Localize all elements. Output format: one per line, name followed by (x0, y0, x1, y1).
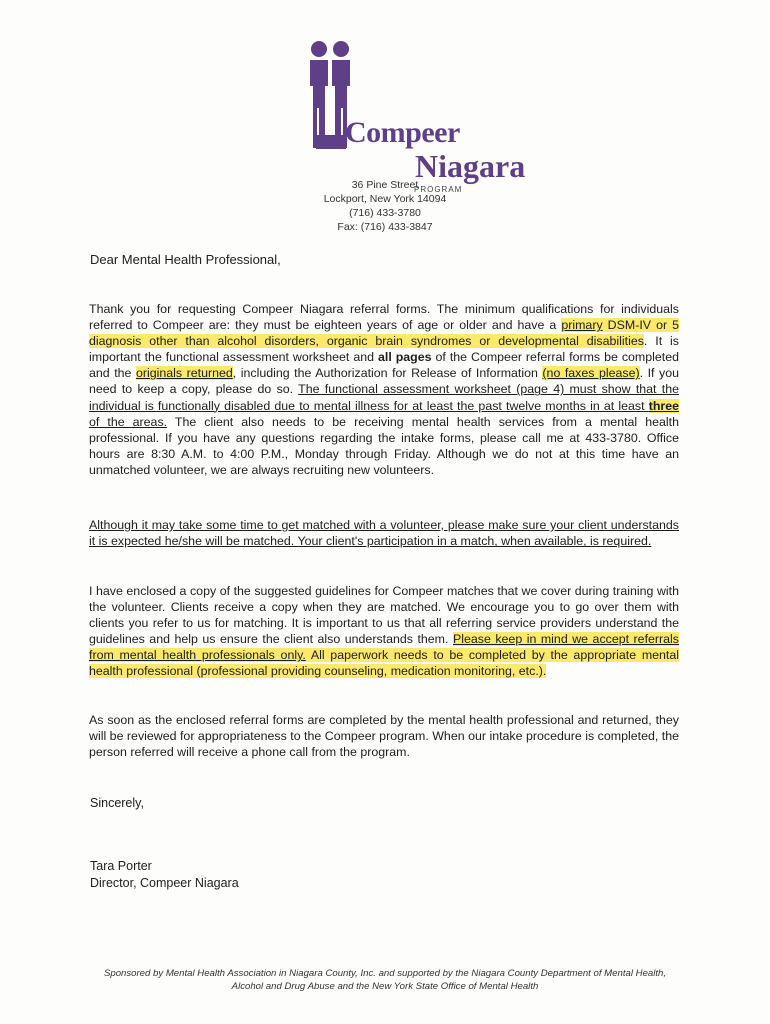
address-city: Lockport, New York 14094 (323, 193, 447, 205)
text-segment: The client also needs to be receiving mental health services from a mental health professional. If you have any questions regarding the intake forms, please call me at 433-3780. Office hours are 8:30 A.M. to 4:00 P.M., Monday through Friday. Although we do not at this time have an unmatched volunteer, we are always recruiting new volunteers. (89, 414, 679, 477)
text-segment: of the Compeer referral forms be completed and the (89, 350, 680, 381)
highlight-three: three (648, 398, 679, 413)
address-fax: Fax: (716) 433-3847 (337, 221, 433, 233)
footer-line2: Alcohol and Drug Abuse and the New York State Office of Mental Health (231, 981, 539, 992)
underlined-areas: of the areas. (89, 414, 168, 429)
address-street: 36 Pine Street (351, 179, 419, 191)
bold-all-pages: all pages (377, 350, 432, 365)
text-segment: , including the Authorization for Release of Information (232, 366, 543, 381)
highlight-no-faxes: (no faxes please) (542, 366, 640, 381)
logo-program: PROGRAM (414, 185, 463, 194)
footer-sponsor (40, 967, 730, 993)
paragraph-review: As soon as the enclosed referral forms are completed by the mental health professional and returned, they will be reviewed for appropriateness to the Compeer program. When our intake procedure is completed, the person referred will receive a phone call from the program. (89, 713, 679, 760)
highlight-referrals-only: Please keep in mind we accept referrals from mental health professionals only. (89, 632, 679, 663)
logo-niagara: Niagara (415, 148, 526, 184)
signer-title: Director, Compeer Niagara (90, 876, 239, 890)
address-phone: (716) 433-3780 (349, 207, 421, 219)
logo-compeer: Compeer (345, 116, 460, 149)
signoff: Sincerely, (90, 796, 144, 810)
paragraph-requirements (89, 301, 679, 478)
signature-block (90, 858, 239, 892)
address-block (285, 178, 485, 234)
paragraph-guidelines (89, 583, 679, 680)
text-segment: I have enclosed a copy of the suggested guidelines for Compeer matches that we cover during training with the volunteer. Clients receive a copy when they are matched. We encourage you to go over them with clients you refer to us for matching. It is important to us that all referring service providers understand the guidelines and help us ensure the client also understands them. (89, 584, 679, 647)
signer-name: Tara Porter (90, 859, 152, 873)
salutation: Dear Mental Health Professional, (90, 252, 281, 267)
text-segment: . If you need to keep a copy, please do so. (89, 366, 679, 397)
highlight-originals-returned: originals returned (135, 366, 233, 381)
highlight-paperwork: All paperwork needs to be completed by the appropriate mental health professional (professional providing counseling, medication monitoring, etc.). (89, 648, 680, 679)
text-segment: Thank you for requesting Compeer Niagara referral forms. The minimum qualifications for individuals referred to Compeer are: they must be eighteen years of age or older and have a (89, 302, 679, 333)
paragraph-matching: Although it may take some time to get matched with a volunteer, please make sure your client understands it is expected he/she will be matched. Your client's participation in a match, when available, is required. (89, 518, 679, 549)
footer-line1: Sponsored by Mental Health Association in Niagara County, Inc. and supported by the Niagara County Department of Mental Health, (103, 968, 667, 979)
text-segment: . It is important the functional assessment worksheet and (89, 334, 679, 365)
highlight-diagnosis: DSM-IV or 5 diagnosis other than alcohol disorders, organic brain syndromes or developmental disabilities (89, 318, 680, 349)
highlight-primary: primary (561, 318, 603, 333)
underlined-worksheet-requirement: The functional assessment worksheet (page 4) must show that the individual is functionally disabled due to mental illness for at least the past twelve months in at least (89, 382, 679, 413)
